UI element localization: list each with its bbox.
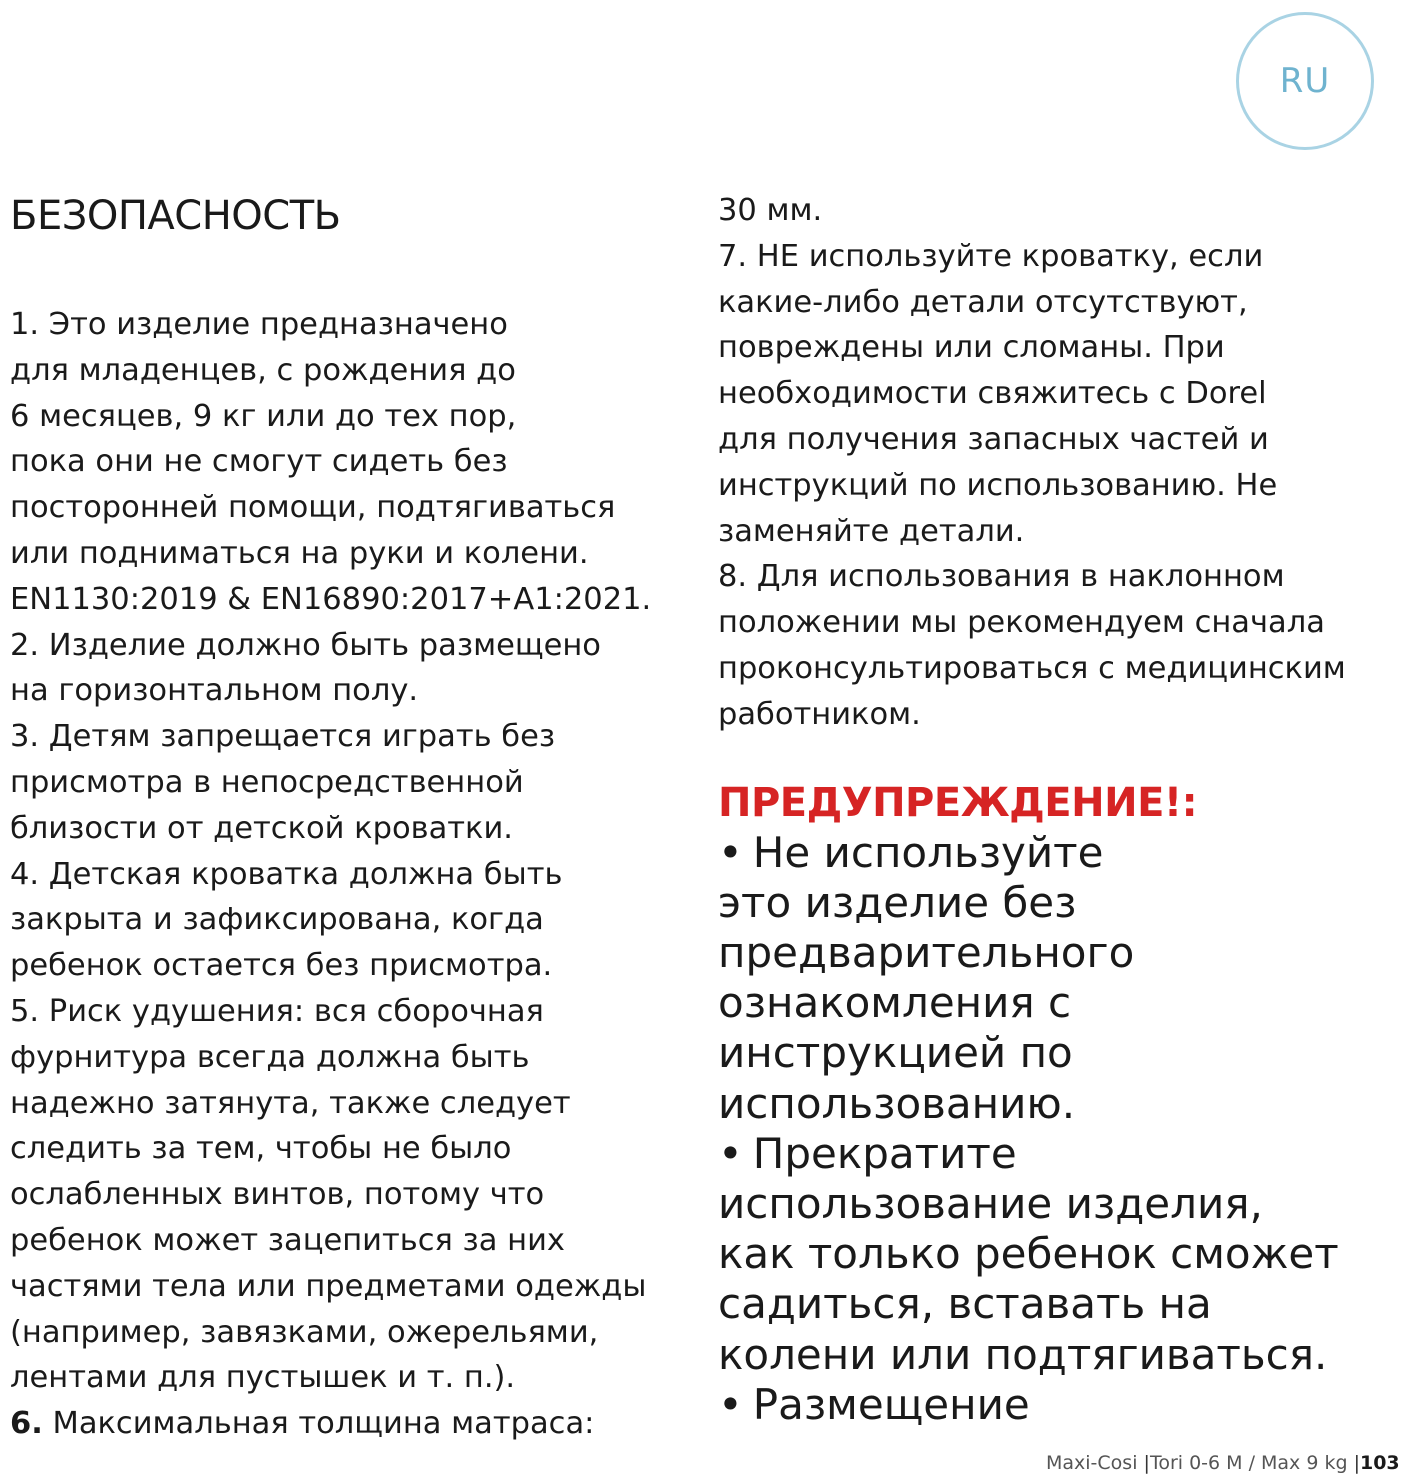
language-label: RU bbox=[1279, 61, 1331, 101]
language-badge bbox=[1236, 12, 1374, 150]
bullet-text: Прекратите использование изделия, как только ребенок сможет садиться, вставать на колени или подтягиваться. bbox=[718, 1128, 1339, 1379]
safety-item-3: 3. Детям запрещается играть без присмотра в непосредственной близости от детской кроватки. bbox=[10, 719, 556, 846]
page-number: 103 bbox=[1359, 1452, 1400, 1474]
bullet-icon: • bbox=[718, 827, 743, 877]
warning-bullet-2 bbox=[718, 1129, 1418, 1380]
left-column bbox=[10, 188, 690, 1447]
safety-item-1: 1. Это изделие предназначено для младенцев, с рождения до 6 месяцев, 9 кг или до тех пор, пока они не смогут сидеть без посторонней помощи, подтягиваться или подниматься на руки и колени. EN1130:2019 & EN16890:2017+A1:2021. bbox=[10, 307, 652, 617]
safety-item-2: 2. Изделие должно быть размещено на горизонтальном полу. bbox=[10, 627, 601, 709]
right-column bbox=[718, 188, 1418, 1430]
footer-product: Tori 0-6 M / Max 9 kg bbox=[1149, 1452, 1348, 1474]
warning-bullet-1 bbox=[718, 828, 1418, 1129]
safety-item-7: 7. НЕ используйте кроватку, если какие-либо детали отсутствуют, повреждены или сломаны. При необходимости свяжитесь с Dorel для получения запасных частей и инструкций по использованию. Не заменяйте детали. bbox=[718, 238, 1278, 549]
item-text: Максимальная толщина матраса: bbox=[42, 1406, 595, 1442]
warning-title: ПРЕДУПРЕЖДЕНИЕ!: bbox=[718, 779, 1198, 826]
page-footer bbox=[1046, 1452, 1400, 1474]
bullet-icon: • bbox=[718, 1379, 743, 1429]
bullet-text: Размещение bbox=[752, 1379, 1030, 1429]
bullet-icon: • bbox=[718, 1128, 743, 1178]
safety-item-6-continuation: 30 мм. bbox=[718, 193, 823, 228]
bullet-text: Не используйте это изделие без предварительного ознакомления с инструкцией по использованию. bbox=[718, 827, 1135, 1128]
safety-item-4: 4. Детская кроватка должна быть закрыта и зафиксирована, когда ребенок остается без присмотра. bbox=[10, 856, 563, 984]
footer-separator: | bbox=[1353, 1452, 1360, 1474]
footer-brand: Maxi-Cosi bbox=[1046, 1452, 1138, 1474]
footer-separator: | bbox=[1143, 1452, 1150, 1474]
item-number: 6. bbox=[10, 1406, 43, 1442]
safety-item-6 bbox=[10, 1401, 690, 1447]
warning-bullet-3 bbox=[718, 1380, 1418, 1430]
safety-list-left bbox=[10, 302, 690, 1447]
safety-item-8: 8. Для использования в наклонном положении мы рекомендуем сначала проконсультироваться с медицинским работником. bbox=[718, 559, 1346, 732]
warning-list bbox=[718, 828, 1418, 1430]
safety-title: БЕЗОПАСНОСТЬ bbox=[10, 193, 341, 239]
safety-item-5: 5. Риск удушения: вся сборочная фурнитура всегда должна быть надежно затянута, также следует следить за тем, чтобы не было ослабленных винтов, потому что ребенок может зацепиться за них частями тела или предметами одежды (например, завязками, ожерельями, лентами для пустышек и т. п.). bbox=[10, 993, 647, 1396]
